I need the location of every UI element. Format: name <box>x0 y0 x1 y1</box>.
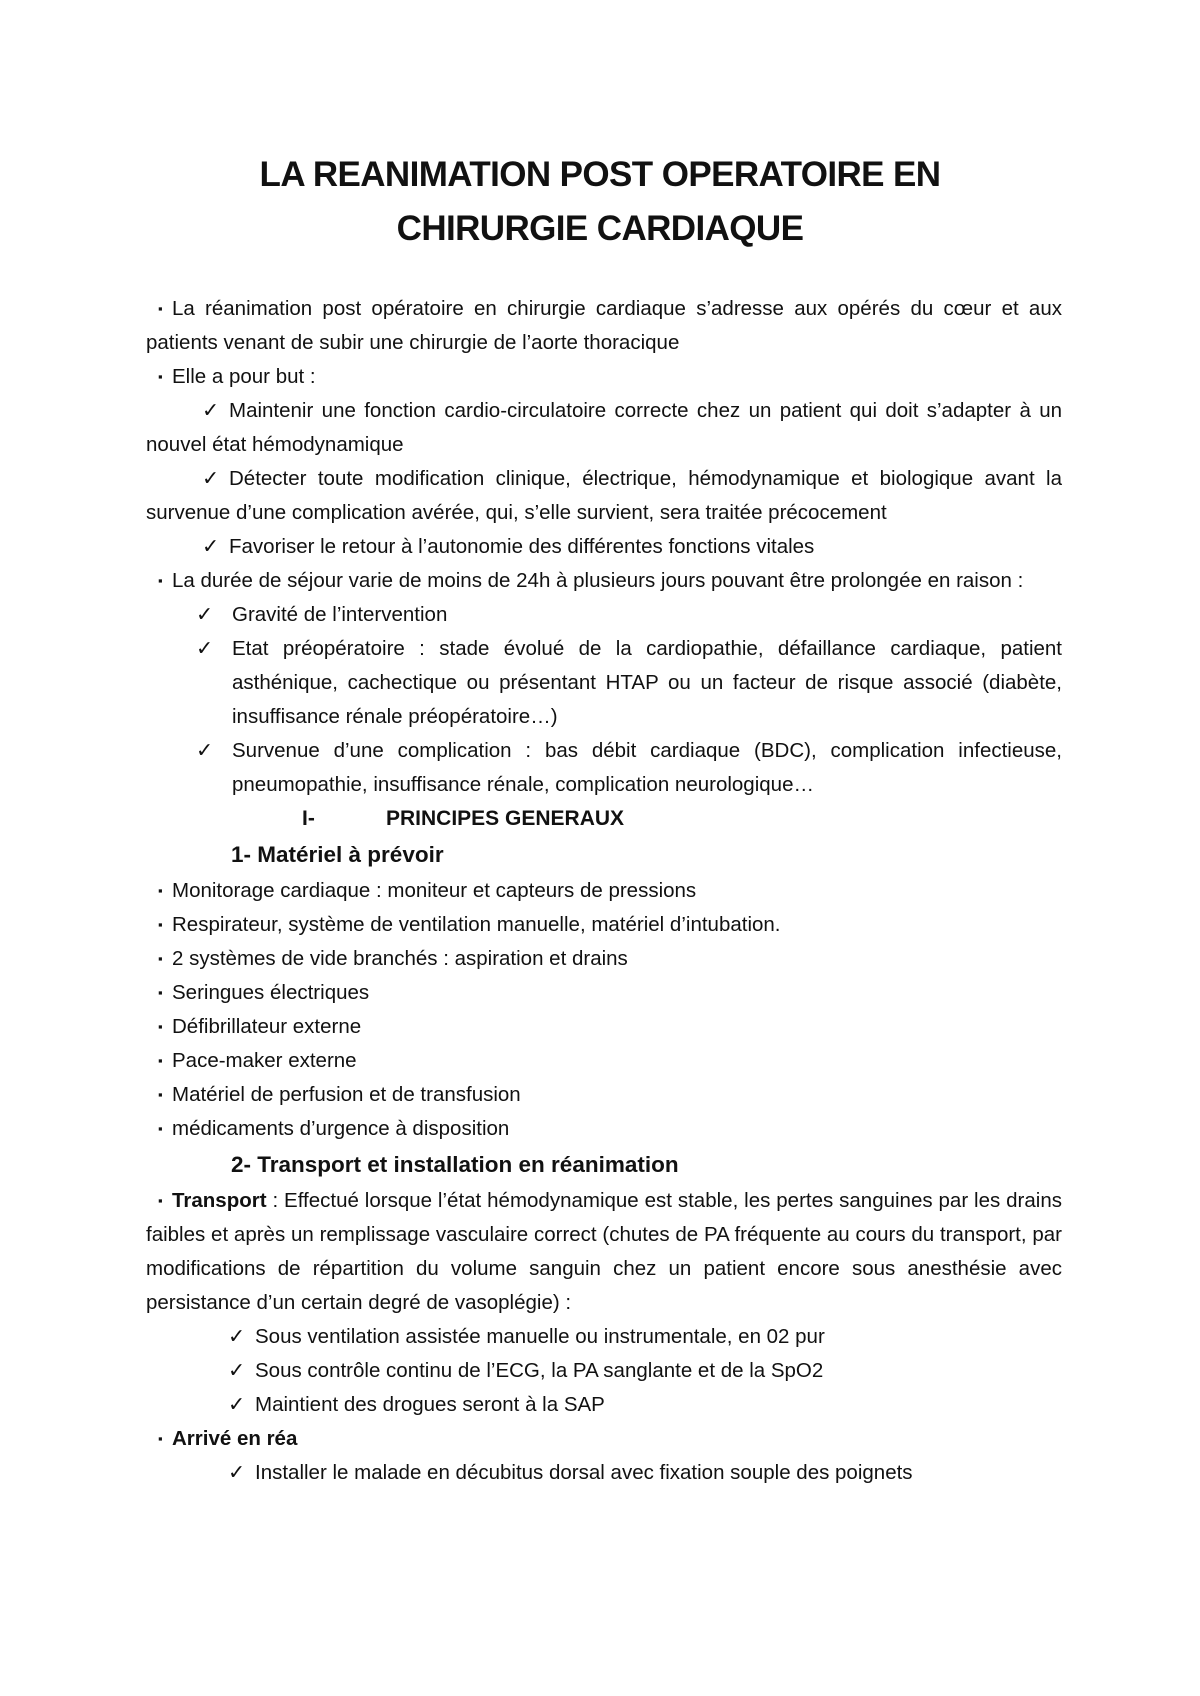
checkmark-icon: ✓ <box>196 739 214 762</box>
equipment-item: ▪ Défibrillateur externe <box>146 1010 1062 1044</box>
checkmark-icon: ✓ <box>196 603 214 626</box>
reason-item: ✓ Gravité de l’intervention <box>146 598 1062 632</box>
section-heading-1 <box>146 802 1062 836</box>
document-title <box>0 148 1200 256</box>
equipment-item: ▪ Monitorage cardiaque : moniteur et capteurs de pressions <box>146 874 1062 908</box>
arrival-label: Arrivé en réa <box>172 1427 298 1450</box>
equipment-item: ▪ 2 systèmes de vide branchés : aspiration et drains <box>146 942 1062 976</box>
checkmark-icon: ✓ <box>202 535 220 558</box>
square-bullet-icon: ▪ <box>158 1087 163 1102</box>
equipment-item: ▪ Pace-maker externe <box>146 1044 1062 1078</box>
reason-item: ✓ Survenue d’une complication : bas débit cardiaque (BDC), complication infectieuse, pneumopathie, insuffisance rénale, complication neurologique… <box>146 734 1062 802</box>
arrival-item: ✓ Installer le malade en décubitus dorsal avec fixation souple des poignets <box>146 1456 1062 1490</box>
checkmark-icon: ✓ <box>196 637 214 660</box>
transport-paragraph: ▪ Transport : Effectué lorsque l’état hémodynamique est stable, les pertes sanguines par les drains faibles et après un remplissage vasculaire correct (chutes de PA fréquente au cours du transport, par modifications de répartition du volume sanguin chez un patient encore sous anesthésie avec persistance d’un certain degré de vasoplégie) : <box>146 1184 1062 1320</box>
square-bullet-icon: ▪ <box>158 1053 163 1068</box>
intro-paragraph-2: ▪ Elle a pour but : <box>146 360 1062 394</box>
document-body <box>146 292 1062 1490</box>
goal-item: ✓ Maintenir une fonction cardio-circulatoire correcte chez un patient qui doit s’adapter à un nouvel état hémodynamique <box>146 394 1062 462</box>
square-bullet-icon: ▪ <box>158 301 163 316</box>
square-bullet-icon: ▪ <box>158 951 163 966</box>
square-bullet-icon: ▪ <box>158 917 163 932</box>
transport-item: ✓ Maintient des drogues seront à la SAP <box>146 1388 1062 1422</box>
checkmark-icon: ✓ <box>202 399 220 422</box>
subsection-heading-2: 2- Transport et installation en réanimation <box>231 1152 679 1177</box>
intro-paragraph-1: ▪ La réanimation post opératoire en chirurgie cardiaque s’adresse aux opérés du cœur et aux patients venant de subir une chirurgie de l’aorte thoracique <box>146 292 1062 360</box>
square-bullet-icon: ▪ <box>158 1019 163 1034</box>
transport-item: ✓ Sous ventilation assistée manuelle ou instrumentale, en 02 pur <box>146 1320 1062 1354</box>
subsection-heading-1: 1- Matériel à prévoir <box>231 842 444 867</box>
square-bullet-icon: ▪ <box>158 1121 163 1136</box>
arrival-paragraph <box>146 1422 1062 1456</box>
transport-label: Transport <box>172 1189 267 1212</box>
intro-paragraph-3: ▪ La durée de séjour varie de moins de 24h à plusieurs jours pouvant être prolongée en raison : <box>146 564 1062 598</box>
equipment-item: ▪ Matériel de perfusion et de transfusion <box>146 1078 1062 1112</box>
title-line-2: CHIRURGIE CARDIAQUE <box>396 209 804 248</box>
checkmark-icon: ✓ <box>202 467 220 490</box>
square-bullet-icon: ▪ <box>158 985 163 1000</box>
equipment-item: ▪ Seringues électriques <box>146 976 1062 1010</box>
goal-item: ✓ Favoriser le retour à l’autonomie des différentes fonctions vitales <box>146 530 1062 564</box>
equipment-item: ▪ Respirateur, système de ventilation manuelle, matériel d’intubation. <box>146 908 1062 942</box>
goal-item: ✓ Détecter toute modification clinique, électrique, hémodynamique et biologique avant la survenue d’une complication avérée, qui, s’elle survient, sera traitée précocement <box>146 462 1062 530</box>
checkmark-icon: ✓ <box>228 1325 246 1348</box>
section-title: PRINCIPES GENERAUX <box>386 807 625 830</box>
equipment-item: ▪ médicaments d’urgence à disposition <box>146 1112 1062 1146</box>
square-bullet-icon: ▪ <box>158 1193 163 1208</box>
reason-item: ✓ Etat préopératoire : stade évolué de la cardiopathie, défaillance cardiaque, patient asthénique, cachectique ou présentant HTAP ou un facteur de risque associé (diabète, insuffisance rénale préopératoire…) <box>146 632 1062 734</box>
checkmark-icon: ✓ <box>228 1461 246 1484</box>
checkmark-icon: ✓ <box>228 1393 246 1416</box>
section-number: I- <box>302 807 315 830</box>
square-bullet-icon: ▪ <box>158 369 163 384</box>
square-bullet-icon: ▪ <box>158 1431 163 1446</box>
checkmark-icon: ✓ <box>228 1359 246 1382</box>
transport-item: ✓ Sous contrôle continu de l’ECG, la PA sanglante et de la SpO2 <box>146 1354 1062 1388</box>
title-line-1: LA REANIMATION POST OPERATOIRE EN <box>259 155 941 194</box>
square-bullet-icon: ▪ <box>158 883 163 898</box>
square-bullet-icon: ▪ <box>158 573 163 588</box>
